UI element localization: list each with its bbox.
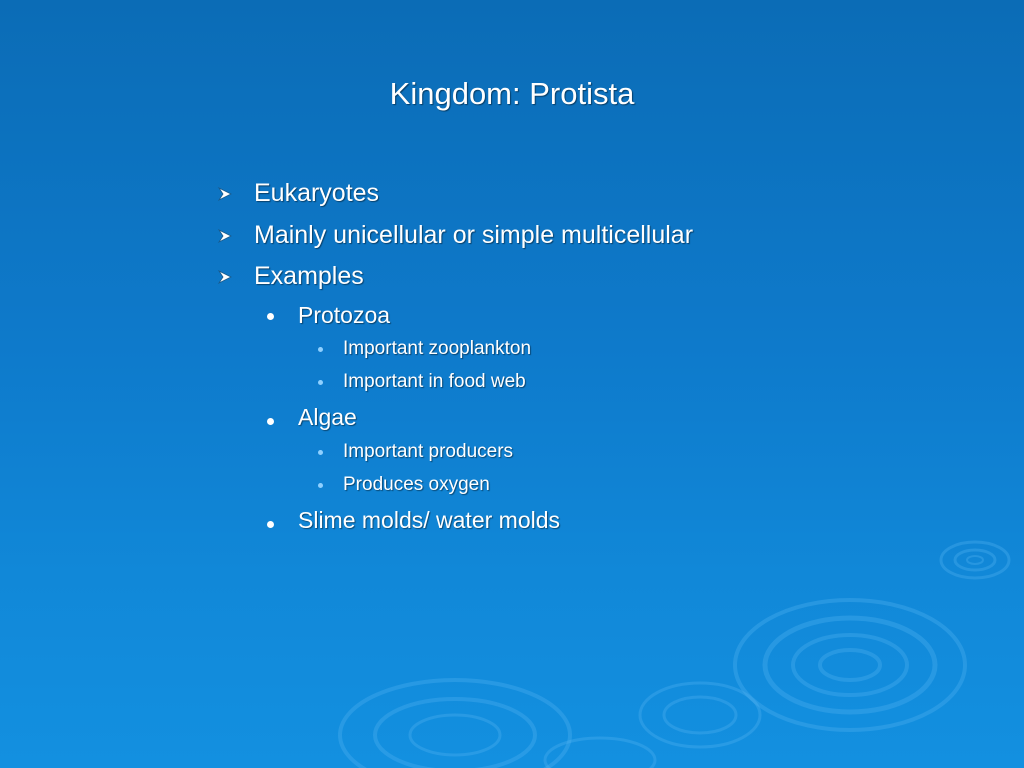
example-protozoa: Protozoa bbox=[298, 302, 391, 328]
protozoa-item: Important zooplankton bbox=[343, 338, 532, 359]
bullet-eukaryotes: Eukaryotes bbox=[254, 179, 380, 207]
round-bullet-icon bbox=[267, 521, 274, 528]
protozoa-item: Important in food web bbox=[343, 371, 526, 392]
arrow-bullet-icon bbox=[217, 269, 233, 285]
small-dot-bullet-icon bbox=[318, 380, 323, 385]
round-bullet-icon bbox=[267, 313, 274, 320]
example-algae: Algae bbox=[298, 404, 357, 430]
small-dot-bullet-icon bbox=[318, 347, 323, 352]
algae-item: Important producers bbox=[343, 441, 514, 462]
bullet-examples: Examples bbox=[254, 262, 364, 290]
bullet-cellularity: Mainly unicellular or simple multicellular bbox=[254, 221, 694, 249]
algae-item: Produces oxygen bbox=[343, 474, 490, 495]
round-bullet-icon bbox=[267, 418, 274, 425]
slide-title: Kingdom: Protista bbox=[389, 76, 635, 111]
arrow-bullet-icon bbox=[217, 228, 233, 244]
small-dot-bullet-icon bbox=[318, 483, 323, 488]
example-slime-molds: Slime molds/ water molds bbox=[298, 507, 561, 533]
small-dot-bullet-icon bbox=[318, 450, 323, 455]
arrow-bullet-icon bbox=[217, 186, 233, 202]
